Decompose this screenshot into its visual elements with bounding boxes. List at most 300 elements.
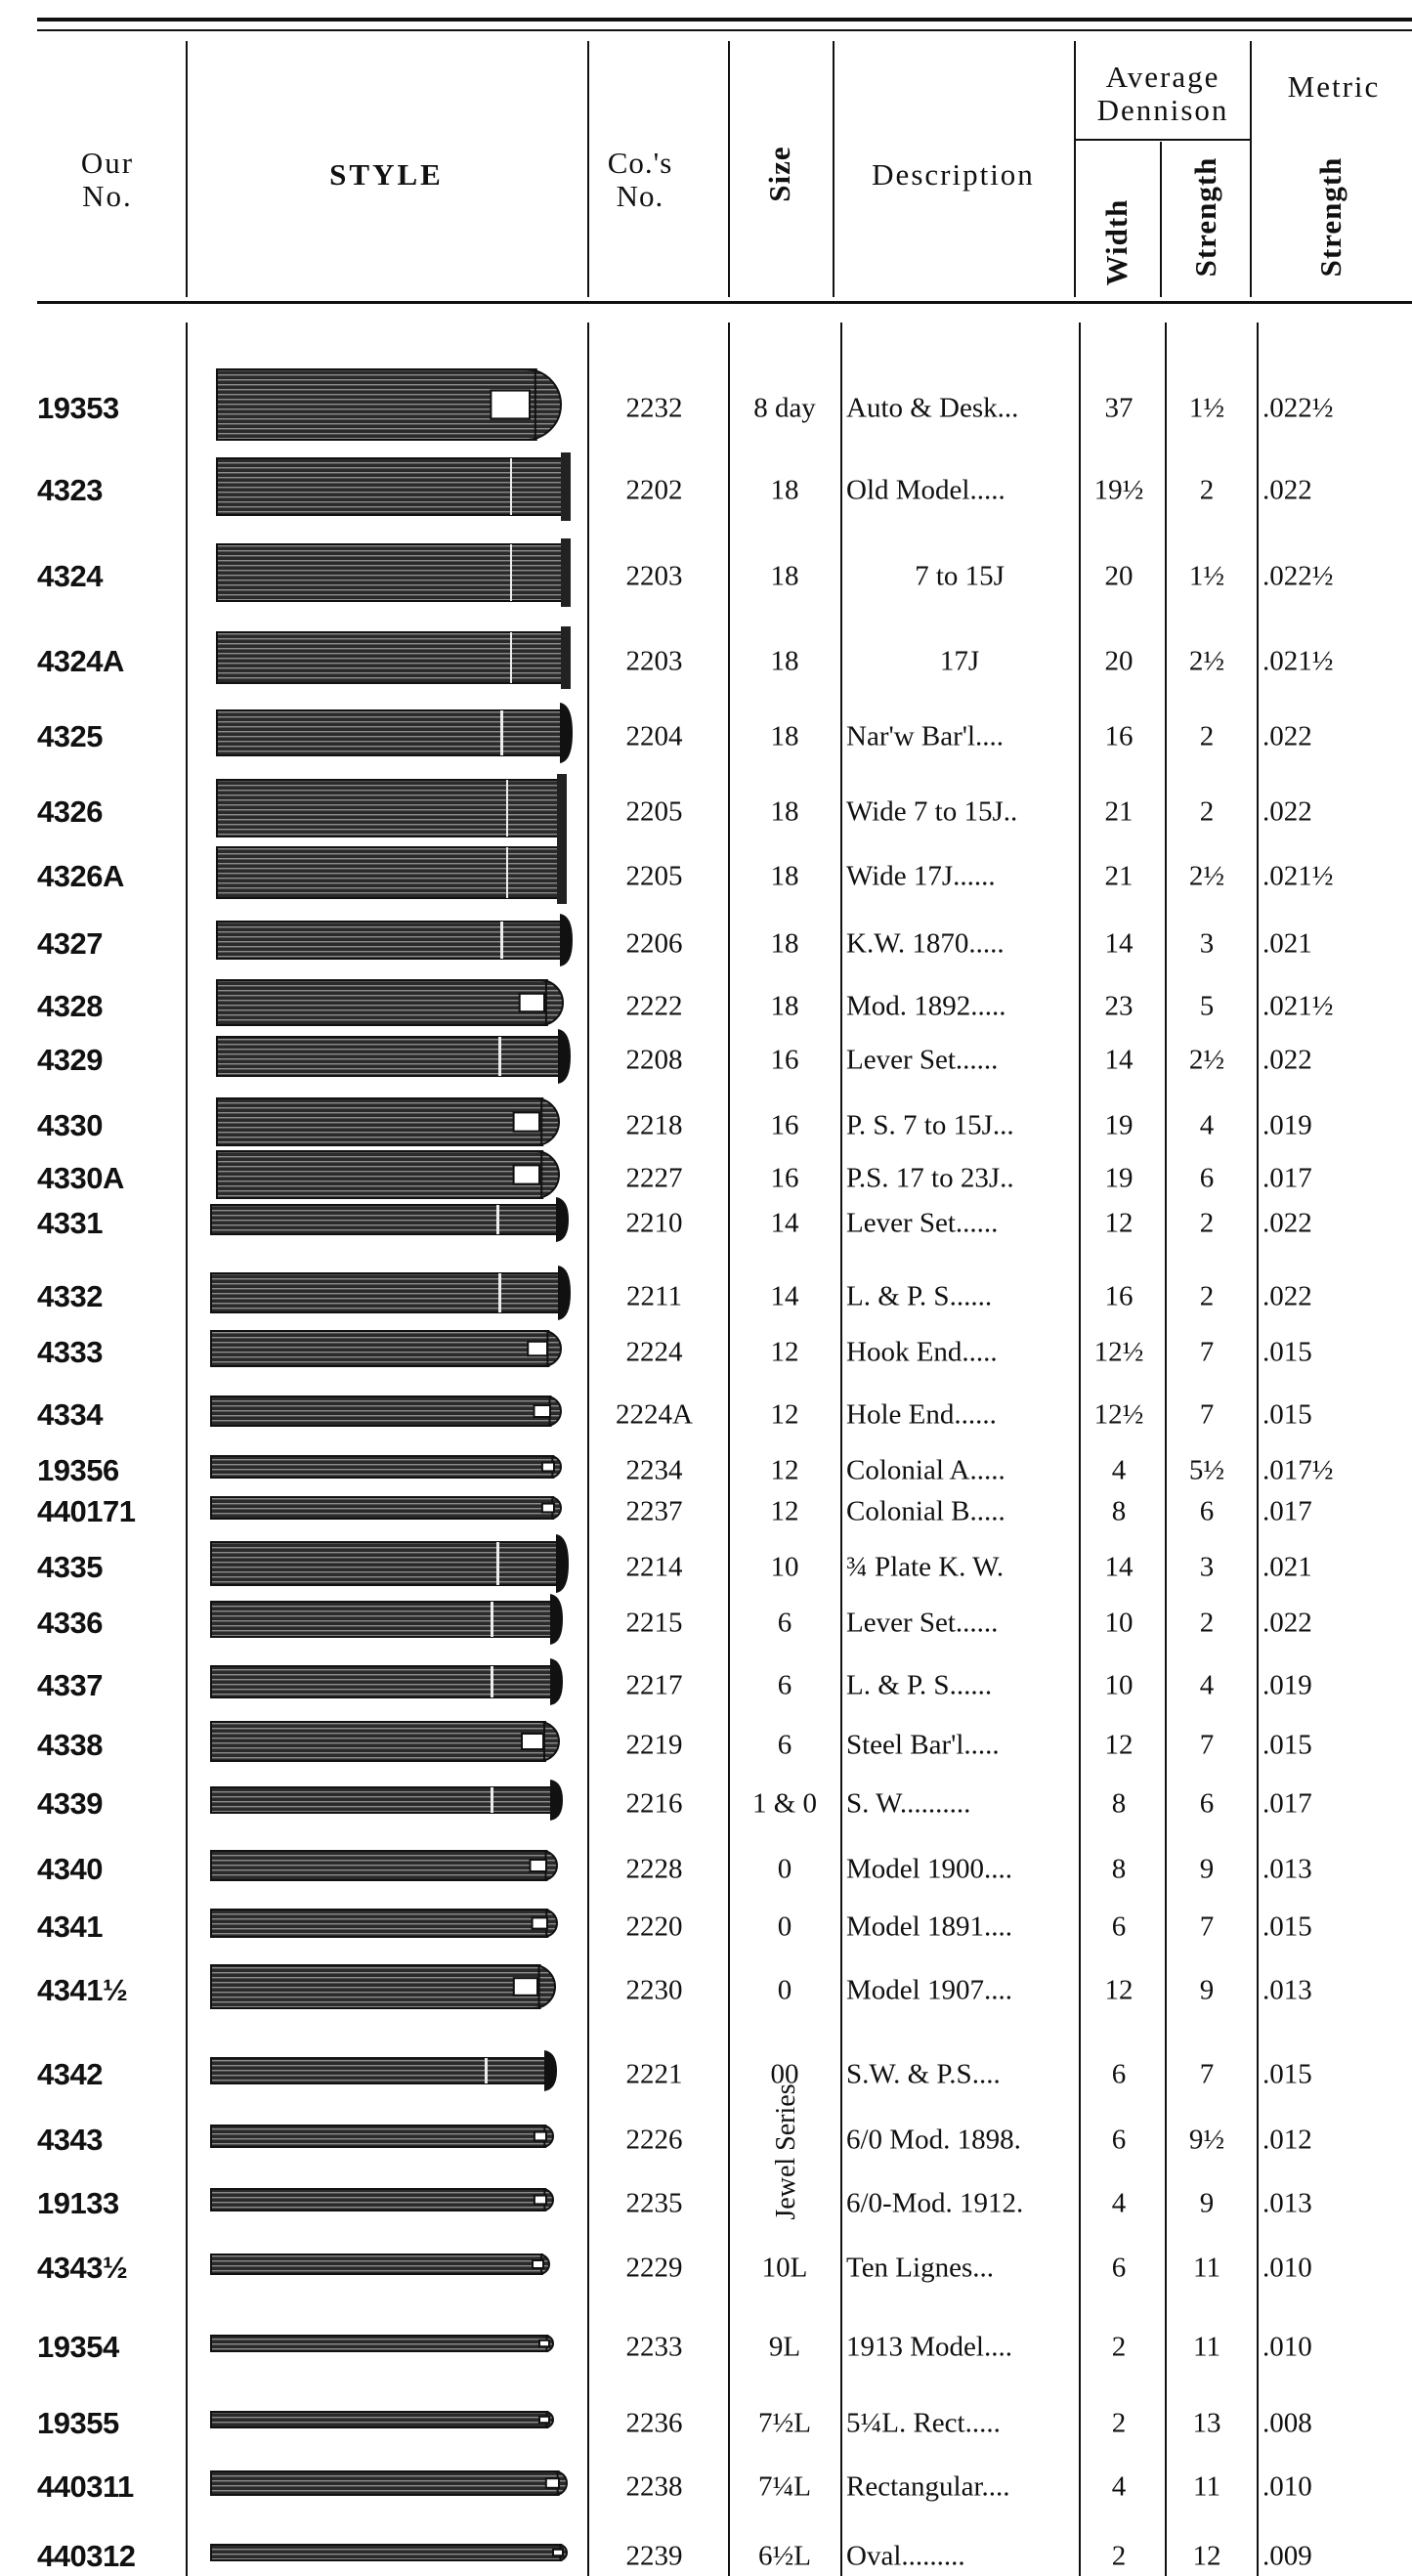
co-no-cell: 2226 (625, 2124, 683, 2156)
our-no-cell: 4343 (37, 2123, 103, 2157)
header-metric-strength: Strength (1313, 156, 1348, 278)
metric-strength-cell: .022 (1262, 474, 1312, 506)
co-no-cell: 2206 (625, 927, 683, 960)
metric-strength-cell: .022 (1262, 1207, 1312, 1239)
metric-strength-cell: .009 (1262, 2540, 1312, 2572)
metric-strength-cell: .013 (1262, 1853, 1312, 1885)
header-strength: Strength (1188, 156, 1222, 278)
strength-cell: 1½ (1188, 392, 1225, 424)
size-cell: 7¼L (758, 2470, 811, 2503)
table-row (0, 1279, 1412, 1313)
mainspring-illustration (217, 914, 573, 966)
description-cell: L. & P. S...... (846, 1280, 993, 1312)
our-no-cell: 4333 (37, 1335, 103, 1369)
description-cell: 17J (939, 645, 980, 677)
metric-strength-cell: .021 (1262, 1551, 1312, 1583)
co-no-cell: 2203 (625, 560, 683, 592)
our-no-cell: 4334 (37, 1397, 103, 1432)
our-no-cell: 4329 (37, 1043, 103, 1077)
our-no-cell: 4330 (37, 1108, 103, 1142)
metric-strength-cell: .019 (1262, 1109, 1312, 1141)
jewel-series-label: Jewel Series (771, 2083, 801, 2220)
size-cell: 0 (777, 1911, 792, 1943)
width-cell: 8 (1111, 1787, 1127, 1820)
our-no-cell: 4341 (37, 1910, 103, 1944)
description-cell: Lever Set...... (846, 1207, 999, 1239)
metric-strength-cell: .022½ (1262, 560, 1334, 592)
table-row (0, 1206, 1412, 1240)
co-no-cell: 2214 (625, 1551, 683, 1583)
size-cell: 00 (770, 2058, 799, 2090)
description-cell: Wide 7 to 15J.. (846, 795, 1018, 828)
width-cell: 16 (1104, 1280, 1134, 1312)
metric-strength-cell: .008 (1262, 2407, 1312, 2439)
our-no-cell: 19353 (37, 391, 119, 425)
description-cell: Model 1907.... (846, 1974, 1012, 2006)
table-row (0, 1043, 1412, 1077)
strength-cell: 7 (1199, 1336, 1215, 1368)
strength-cell: 11 (1193, 2252, 1220, 2284)
metric-strength-cell: .010 (1262, 2331, 1312, 2363)
metric-strength-cell: .013 (1262, 2187, 1312, 2219)
width-cell: 6 (1111, 2124, 1127, 2156)
size-cell: 8 day (753, 392, 816, 424)
description-cell: L. & P. S...... (846, 1669, 993, 1701)
table-row (0, 559, 1412, 593)
metric-strength-cell: .015 (1262, 1336, 1312, 1368)
mainspring-illustration (211, 1594, 563, 1645)
co-no-cell: 2228 (625, 1853, 683, 1885)
width-cell: 2 (1111, 2331, 1127, 2363)
mainspring-illustration (217, 841, 567, 904)
table-row (0, 2539, 1412, 2573)
metric-strength-cell: .022 (1262, 720, 1312, 752)
strength-cell: 11 (1193, 2331, 1220, 2363)
size-cell: 14 (770, 1207, 799, 1239)
width-cell: 37 (1104, 392, 1134, 424)
table-row (0, 1786, 1412, 1821)
mainspring-illustration (217, 774, 567, 842)
width-cell: 4 (1111, 1454, 1127, 1486)
our-no-cell: 4332 (37, 1279, 103, 1313)
strength-cell: 2 (1199, 1207, 1215, 1239)
size-cell: 0 (777, 1974, 792, 2006)
description-cell: 6/0-Mod. 1912. (846, 2187, 1024, 2219)
width-cell: 14 (1104, 1551, 1134, 1583)
description-cell: Ten Lignes... (846, 2252, 994, 2284)
our-no-cell: 19354 (37, 2330, 119, 2364)
strength-cell: 3 (1199, 1551, 1215, 1583)
our-no-cell: 4326 (37, 794, 103, 829)
table-row (0, 1453, 1412, 1487)
metric-strength-cell: .022 (1262, 1607, 1312, 1639)
strength-cell: 9 (1199, 1974, 1215, 2006)
size-cell: 6 (777, 1607, 792, 1639)
table-row (0, 1910, 1412, 1944)
metric-strength-cell: .015 (1262, 1911, 1312, 1943)
co-no-cell: 2224 (625, 1336, 683, 1368)
header-width: Width (1099, 198, 1134, 286)
mainspring-illustration (217, 1029, 571, 1084)
width-cell: 2 (1111, 2407, 1127, 2439)
co-no-cell: 2217 (625, 1669, 683, 1701)
co-no-cell: 2227 (625, 1162, 683, 1194)
metric-strength-cell: .015 (1262, 1729, 1312, 1761)
our-no-cell: 4339 (37, 1786, 103, 1821)
our-no-cell: 19356 (37, 1453, 119, 1487)
our-no-cell: 4326A (37, 859, 124, 893)
our-no-cell: 4337 (37, 1668, 103, 1702)
header-style: STYLE (329, 157, 444, 192)
table-row (0, 644, 1412, 678)
header-description: Description (872, 157, 1035, 192)
strength-cell: 7 (1199, 2058, 1215, 2090)
metric-strength-cell: .010 (1262, 2470, 1312, 2503)
co-no-cell: 2216 (625, 1787, 683, 1820)
description-cell: K.W. 1870..... (846, 927, 1005, 960)
table-row (0, 989, 1412, 1023)
co-no-cell: 2204 (625, 720, 683, 752)
table-row (0, 719, 1412, 753)
description-cell: Lever Set...... (846, 1607, 999, 1639)
table-row (0, 1728, 1412, 1762)
strength-cell: 4 (1199, 1109, 1215, 1141)
description-cell: Colonial A..... (846, 1454, 1006, 1486)
size-cell: 0 (777, 1853, 792, 1885)
metric-strength-cell: .013 (1262, 1974, 1312, 2006)
metric-strength-cell: .015 (1262, 2058, 1312, 2090)
our-no-cell: 4338 (37, 1728, 103, 1762)
table-row (0, 2330, 1412, 2364)
metric-strength-cell: .022½ (1262, 392, 1334, 424)
description-cell: 5¼L. Rect..... (846, 2407, 1001, 2439)
co-no-cell: 2219 (625, 1729, 683, 1761)
our-no-cell: 4336 (37, 1606, 103, 1640)
co-no-cell: 2224A (616, 1398, 693, 1431)
width-cell: 14 (1104, 927, 1134, 960)
metric-strength-cell: .012 (1262, 2124, 1312, 2156)
description-cell: S.W. & P.S.... (846, 2058, 1001, 2090)
mainspring-illustration (217, 626, 571, 689)
strength-cell: 5 (1199, 990, 1215, 1022)
size-cell: 18 (770, 927, 799, 960)
size-cell: 18 (770, 795, 799, 828)
strength-cell: 2 (1199, 720, 1215, 752)
co-no-cell: 2239 (625, 2540, 683, 2572)
strength-cell: 7 (1199, 1398, 1215, 1431)
width-cell: 12½ (1093, 1398, 1144, 1431)
size-cell: 10L (761, 2252, 808, 2284)
table-row (0, 2251, 1412, 2285)
size-cell: 6 (777, 1669, 792, 1701)
description-cell: Colonial B..... (846, 1495, 1006, 1527)
width-cell: 23 (1104, 990, 1134, 1022)
description-cell: 1913 Model.... (846, 2331, 1012, 2363)
strength-cell: 2½ (1188, 860, 1225, 892)
co-no-cell: 2238 (625, 2470, 683, 2503)
table-row (0, 859, 1412, 893)
metric-strength-cell: .021 (1262, 927, 1312, 960)
co-no-cell: 2215 (625, 1607, 683, 1639)
strength-cell: 9½ (1188, 2124, 1225, 2156)
table-row (0, 2469, 1412, 2504)
size-cell: 9L (768, 2331, 801, 2363)
width-cell: 21 (1104, 860, 1134, 892)
strength-cell: 9 (1199, 2187, 1215, 2219)
size-cell: 16 (770, 1162, 799, 1194)
description-cell: Auto & Desk... (846, 392, 1019, 424)
mainspring-illustration (211, 1780, 563, 1821)
table-row (0, 1668, 1412, 1702)
size-cell: 6½L (758, 2540, 811, 2572)
description-cell: Lever Set...... (846, 1044, 999, 1076)
width-cell: 19½ (1093, 474, 1144, 506)
co-no-cell: 2221 (625, 2058, 683, 2090)
width-cell: 4 (1111, 2470, 1127, 2503)
size-cell: 18 (770, 645, 799, 677)
width-cell: 6 (1111, 2252, 1127, 2284)
width-cell: 2 (1111, 2540, 1127, 2572)
co-no-cell: 2232 (625, 392, 683, 424)
description-cell: S. W.......... (846, 1787, 971, 1820)
our-no-cell: 4323 (37, 473, 103, 507)
width-cell: 6 (1111, 1911, 1127, 1943)
description-cell: Nar'w Bar'l.... (846, 720, 1005, 752)
size-cell: 6 (777, 1729, 792, 1761)
width-cell: 10 (1104, 1669, 1134, 1701)
co-no-cell: 2236 (625, 2407, 683, 2439)
description-cell: Old Model..... (846, 474, 1006, 506)
our-no-cell: 4330A (37, 1161, 124, 1195)
strength-cell: 7 (1199, 1729, 1215, 1761)
our-no-cell: 440311 (37, 2469, 134, 2504)
description-cell: Steel Bar'l..... (846, 1729, 1000, 1761)
description-cell: Hole End...... (846, 1398, 997, 1431)
strength-cell: 4 (1199, 1669, 1215, 1701)
our-no-cell: 4327 (37, 926, 103, 961)
width-cell: 19 (1104, 1162, 1134, 1194)
strength-cell: 2 (1199, 474, 1215, 506)
size-cell: 12 (770, 1454, 799, 1486)
strength-cell: 11 (1193, 2470, 1220, 2503)
co-no-cell: 2203 (625, 645, 683, 677)
co-no-cell: 2205 (625, 860, 683, 892)
size-cell: 18 (770, 474, 799, 506)
description-cell: P. S. 7 to 15J... (846, 1109, 1014, 1141)
mainspring-illustration (211, 1722, 559, 1761)
metric-strength-cell: .022 (1262, 1044, 1312, 1076)
co-no-cell: 2230 (625, 1974, 683, 2006)
table-row (0, 473, 1412, 507)
description-cell: Model 1891.... (846, 1911, 1012, 1943)
table-row (0, 1335, 1412, 1369)
size-cell: 10 (770, 1551, 799, 1583)
table-row (0, 391, 1412, 425)
mainspring-illustration (211, 1266, 571, 1320)
size-cell: 16 (770, 1109, 799, 1141)
width-cell: 10 (1104, 1607, 1134, 1639)
our-no-cell: 4341½ (37, 1973, 128, 2007)
size-cell: 1 & 0 (751, 1787, 818, 1820)
table-row (0, 1550, 1412, 1584)
table-row (0, 1397, 1412, 1432)
metric-strength-cell: .017 (1262, 1787, 1312, 1820)
table-row (0, 2057, 1412, 2091)
strength-cell: 2 (1199, 1280, 1215, 1312)
description-cell: Rectangular.... (846, 2470, 1010, 2503)
width-cell: 8 (1111, 1495, 1127, 1527)
strength-cell: 12 (1192, 2540, 1221, 2572)
our-no-cell: 440312 (37, 2539, 136, 2573)
width-cell: 14 (1104, 1044, 1134, 1076)
co-no-cell: 2211 (626, 1280, 682, 1312)
description-cell: 7 to 15J (915, 560, 1005, 592)
mainspring-illustration (217, 1151, 559, 1198)
width-cell: 20 (1104, 645, 1134, 677)
header-metric: Metric (1287, 69, 1381, 104)
co-no-cell: 2208 (625, 1044, 683, 1076)
our-no-cell: 4325 (37, 719, 103, 753)
strength-cell: 3 (1199, 927, 1215, 960)
metric-strength-cell: .021½ (1262, 860, 1334, 892)
strength-cell: 9 (1199, 1853, 1215, 1885)
width-cell: 20 (1104, 560, 1134, 592)
width-cell: 12 (1104, 1729, 1134, 1761)
co-no-cell: 2229 (625, 2252, 683, 2284)
size-cell: 7½L (758, 2407, 811, 2439)
table-row (0, 2406, 1412, 2440)
co-no-cell: 2237 (625, 1495, 683, 1527)
mainspring-illustration (217, 369, 561, 440)
our-no-cell: 19355 (37, 2406, 119, 2440)
co-no-cell: 2235 (625, 2187, 683, 2219)
description-cell: P.S. 17 to 23J.. (846, 1162, 1014, 1194)
our-no-cell: 4328 (37, 989, 103, 1023)
strength-cell: 2½ (1188, 645, 1225, 677)
co-no-cell: 2222 (625, 990, 683, 1022)
size-cell: 18 (770, 720, 799, 752)
co-no-cell: 2210 (625, 1207, 683, 1239)
strength-cell: 6 (1199, 1495, 1215, 1527)
metric-strength-cell: .017½ (1262, 1454, 1334, 1486)
strength-cell: 1½ (1188, 560, 1225, 592)
our-no-cell: 4343½ (37, 2251, 128, 2285)
our-no-cell: 4342 (37, 2057, 103, 2091)
description-cell: 6/0 Mod. 1898. (846, 2124, 1021, 2156)
strength-cell: 7 (1199, 1911, 1215, 1943)
metric-strength-cell: .021½ (1262, 990, 1334, 1022)
description-cell: Wide 17J...... (846, 860, 996, 892)
width-cell: 6 (1111, 2058, 1127, 2090)
size-cell: 12 (770, 1495, 799, 1527)
metric-strength-cell: .021½ (1262, 645, 1334, 677)
table-row (0, 1494, 1412, 1528)
width-cell: 8 (1111, 1853, 1127, 1885)
width-cell: 12 (1104, 1974, 1134, 2006)
mainspring-illustration (211, 1197, 569, 1242)
table-row (0, 1108, 1412, 1142)
table-row (0, 2123, 1412, 2157)
table-row (0, 926, 1412, 961)
mainspring-illustration (217, 703, 573, 763)
strength-cell: 2 (1199, 1607, 1215, 1639)
strength-cell: 2½ (1188, 1044, 1225, 1076)
our-no-cell: 4340 (37, 1852, 103, 1886)
co-no-cell: 2234 (625, 1454, 683, 1486)
table-row (0, 1852, 1412, 1886)
mainspring-illustration (211, 1658, 563, 1705)
size-cell: 14 (770, 1280, 799, 1312)
size-cell: 18 (770, 860, 799, 892)
our-no-cell: 4335 (37, 1550, 103, 1584)
metric-strength-cell: .017 (1262, 1495, 1312, 1527)
mainspring-illustration (211, 1965, 555, 2008)
size-cell: 18 (770, 560, 799, 592)
strength-cell: 2 (1199, 795, 1215, 828)
table-row (0, 1161, 1412, 1195)
mainspring-illustration (217, 538, 571, 607)
width-cell: 12 (1104, 1207, 1134, 1239)
our-no-cell: 4331 (37, 1206, 103, 1240)
description-cell: ¾ Plate K. W. (846, 1551, 1005, 1583)
size-cell: 12 (770, 1336, 799, 1368)
size-cell: 16 (770, 1044, 799, 1076)
size-cell: 18 (770, 990, 799, 1022)
strength-cell: 5½ (1188, 1454, 1225, 1486)
table-row (0, 2186, 1412, 2220)
table-row (0, 794, 1412, 829)
our-no-cell: 4324 (37, 559, 103, 593)
metric-strength-cell: .022 (1262, 1280, 1312, 1312)
mainspring-illustration (211, 2050, 557, 2091)
metric-strength-cell: .019 (1262, 1669, 1312, 1701)
strength-cell: 13 (1192, 2407, 1221, 2439)
description-cell: Model 1900.... (846, 1853, 1012, 1885)
description-cell: Oval......... (846, 2540, 965, 2572)
strength-cell: 6 (1199, 1787, 1215, 1820)
our-no-cell: 4324A (37, 644, 124, 678)
mainspring-illustration (217, 452, 571, 521)
mainspring-illustration (217, 980, 563, 1025)
metric-strength-cell: .022 (1262, 795, 1312, 828)
table-row (0, 1973, 1412, 2007)
table-row (0, 1606, 1412, 1640)
width-cell: 4 (1111, 2187, 1127, 2219)
co-no-cell: 2218 (625, 1109, 683, 1141)
co-no-cell: 2202 (625, 474, 683, 506)
co-no-cell: 2233 (625, 2331, 683, 2363)
width-cell: 12½ (1093, 1336, 1144, 1368)
description-cell: Mod. 1892..... (846, 990, 1006, 1022)
our-no-cell: 440171 (37, 1494, 136, 1528)
size-cell: 12 (770, 1398, 799, 1431)
header-our-no: Our No. (80, 146, 135, 213)
strength-cell: 6 (1199, 1162, 1215, 1194)
metric-strength-cell: .010 (1262, 2252, 1312, 2284)
description-cell: Hook End..... (846, 1336, 998, 1368)
metric-strength-cell: .017 (1262, 1162, 1312, 1194)
mainspring-illustration (217, 1098, 559, 1145)
header-average-dennison: Average Dennison (1096, 60, 1229, 127)
header-co-no: Co.'s No. (607, 146, 673, 213)
our-no-cell: 19133 (37, 2186, 119, 2220)
metric-strength-cell: .015 (1262, 1398, 1312, 1431)
header-size: Size (762, 146, 796, 202)
co-no-cell: 2220 (625, 1911, 683, 1943)
width-cell: 19 (1104, 1109, 1134, 1141)
width-cell: 16 (1104, 720, 1134, 752)
mainspring-illustration (211, 1534, 569, 1593)
